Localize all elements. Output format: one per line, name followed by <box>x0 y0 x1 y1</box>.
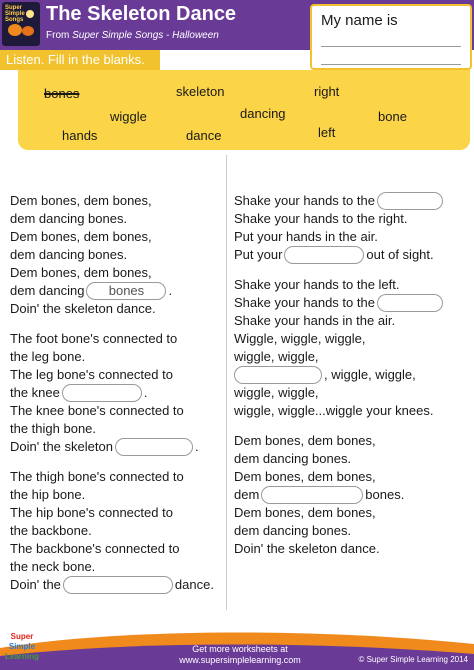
name-label: My name is <box>321 12 398 29</box>
lyric-line-with-blank <box>10 576 222 594</box>
word-bank-item: bone <box>378 109 407 124</box>
lyric-line: Dem bones, dem bones, <box>10 193 152 208</box>
lyric-line: dem dancing bones. <box>234 451 352 466</box>
lyric-line: The thigh bone's connected to <box>10 469 184 484</box>
lyric-line: the leg bone. <box>10 349 86 364</box>
answer-blank[interactable] <box>261 486 363 504</box>
instruction-bar <box>0 50 160 70</box>
answer-blank[interactable] <box>115 438 193 456</box>
right-lyrics <box>234 192 470 558</box>
instruction-text: Listen. Fill in the blanks. <box>6 52 145 67</box>
left-lyrics <box>10 192 222 594</box>
subtitle-prefix: From <box>46 30 73 41</box>
pumpkin-icon-2 <box>22 26 34 36</box>
logo-text: Super Simple Songs <box>5 5 25 23</box>
lyric-line: the neck bone. <box>10 559 96 574</box>
lyric-line: the thigh bone. <box>10 421 97 436</box>
lyric-line: The leg bone's connected to <box>10 367 173 382</box>
lyric-line-with-blank <box>234 294 470 312</box>
word-bank-item: left <box>318 125 336 140</box>
name-line[interactable] <box>321 46 461 47</box>
lyric-line: The hip bone's connected to <box>10 505 173 520</box>
lyric-line: wiggle, wiggle, <box>234 385 319 400</box>
copyright: © Super Simple Learning 2014 <box>358 655 468 664</box>
lyric-line: Shake your hands to the left. <box>234 277 400 292</box>
pumpkin-icon <box>8 24 22 36</box>
lyric-line: Dem bones, dem bones, <box>234 505 376 520</box>
logo-word: Super <box>10 632 34 641</box>
footer-url[interactable]: www.supersimplelearning.com <box>179 655 301 665</box>
word-bank-item: skeleton <box>176 84 225 99</box>
lyric-line-with-blank <box>234 246 470 264</box>
lyric-line: dem dancing bones. <box>10 211 128 226</box>
lyric-text: Shake your hands to the <box>234 295 375 310</box>
answer-blank[interactable] <box>284 246 364 264</box>
word-bank-item: dancing <box>240 106 286 121</box>
lyric-line-with-blank <box>10 438 222 456</box>
lyric-line: Dem bones, dem bones, <box>234 469 376 484</box>
lyric-line: the hip bone. <box>10 487 86 502</box>
lyric-text: . <box>168 283 173 298</box>
lyric-line-with-blank <box>10 384 222 402</box>
lyric-text: , wiggle, wiggle, <box>324 367 416 382</box>
lyric-text: Doin' the <box>10 577 61 592</box>
lyric-line-with-blank <box>234 192 470 210</box>
lyric-line: The backbone's connected to <box>10 541 180 556</box>
answer-blank[interactable] <box>234 366 322 384</box>
word-bank-item: dance <box>186 128 222 143</box>
answer-blank[interactable] <box>62 384 142 402</box>
lyric-line: dem dancing bones. <box>234 523 352 538</box>
lyric-line-with-blank <box>234 366 470 384</box>
word-bank-item: wiggle <box>110 109 147 124</box>
lyric-line: wiggle, wiggle...wiggle your knees. <box>234 403 434 418</box>
lyric-line: Doin' the skeleton dance. <box>10 301 156 316</box>
logo-word: Simple <box>8 642 36 651</box>
lyric-line: Dem bones, dem bones, <box>234 433 376 448</box>
super-simple-learning-logo <box>2 626 42 668</box>
lyric-line-with-blank <box>234 486 470 504</box>
lyric-line-with-blank <box>10 282 222 300</box>
lyric-line: the backbone. <box>10 523 92 538</box>
answer-blank[interactable] <box>377 294 443 312</box>
lyric-line: Shake your hands in the air. <box>234 313 396 328</box>
word-bank <box>18 70 470 150</box>
word-bank-item: right <box>314 84 340 99</box>
lyric-line: dem dancing bones. <box>10 247 128 262</box>
lyric-text: Doin' the skeleton <box>10 439 113 454</box>
footer-link[interactable] <box>175 644 305 666</box>
lyric-line: Shake your hands to the right. <box>234 211 408 226</box>
answer-blank[interactable] <box>377 192 443 210</box>
lyric-line: Put your hands in the air. <box>234 229 378 244</box>
lyric-text: dem <box>234 487 260 502</box>
super-simple-songs-logo <box>2 2 40 46</box>
subtitle-source: Super Simple Songs - Halloween <box>72 30 219 41</box>
lyric-text: Put your <box>234 247 283 262</box>
answer-blank[interactable]: bones <box>86 282 166 300</box>
lyric-line: Dem bones, dem bones, <box>10 229 152 244</box>
lyric-line: Doin' the skeleton dance. <box>234 541 380 556</box>
column-divider <box>226 155 227 610</box>
word-bank-item: bones <box>44 86 80 101</box>
lyric-line: The knee bone's connected to <box>10 403 184 418</box>
lyric-line: wiggle, wiggle, <box>234 349 319 364</box>
page-subtitle <box>46 30 219 41</box>
name-line-2[interactable] <box>321 64 461 65</box>
logo-word: Learning <box>5 652 39 661</box>
lyric-text: dance. <box>174 577 214 592</box>
lyric-text: . <box>143 385 148 400</box>
lyric-text: Shake your hands to the <box>234 193 375 208</box>
answer-blank[interactable] <box>63 576 173 594</box>
lyric-text: bones. <box>365 487 405 502</box>
lyric-text: the knee <box>10 385 60 400</box>
footer-line: Get more worksheets at <box>192 644 288 654</box>
lyric-text: out of sight. <box>366 247 434 262</box>
lyric-text: dem dancing <box>10 283 85 298</box>
lyric-line: The foot bone's connected to <box>10 331 178 346</box>
page-title: The Skeleton Dance <box>46 3 237 25</box>
lyric-text: . <box>194 439 199 454</box>
moon-icon <box>26 10 34 18</box>
name-box[interactable] <box>310 4 472 70</box>
word-bank-item: hands <box>62 128 98 143</box>
lyric-line: Dem bones, dem bones, <box>10 265 152 280</box>
lyric-line: Wiggle, wiggle, wiggle, <box>234 331 366 346</box>
